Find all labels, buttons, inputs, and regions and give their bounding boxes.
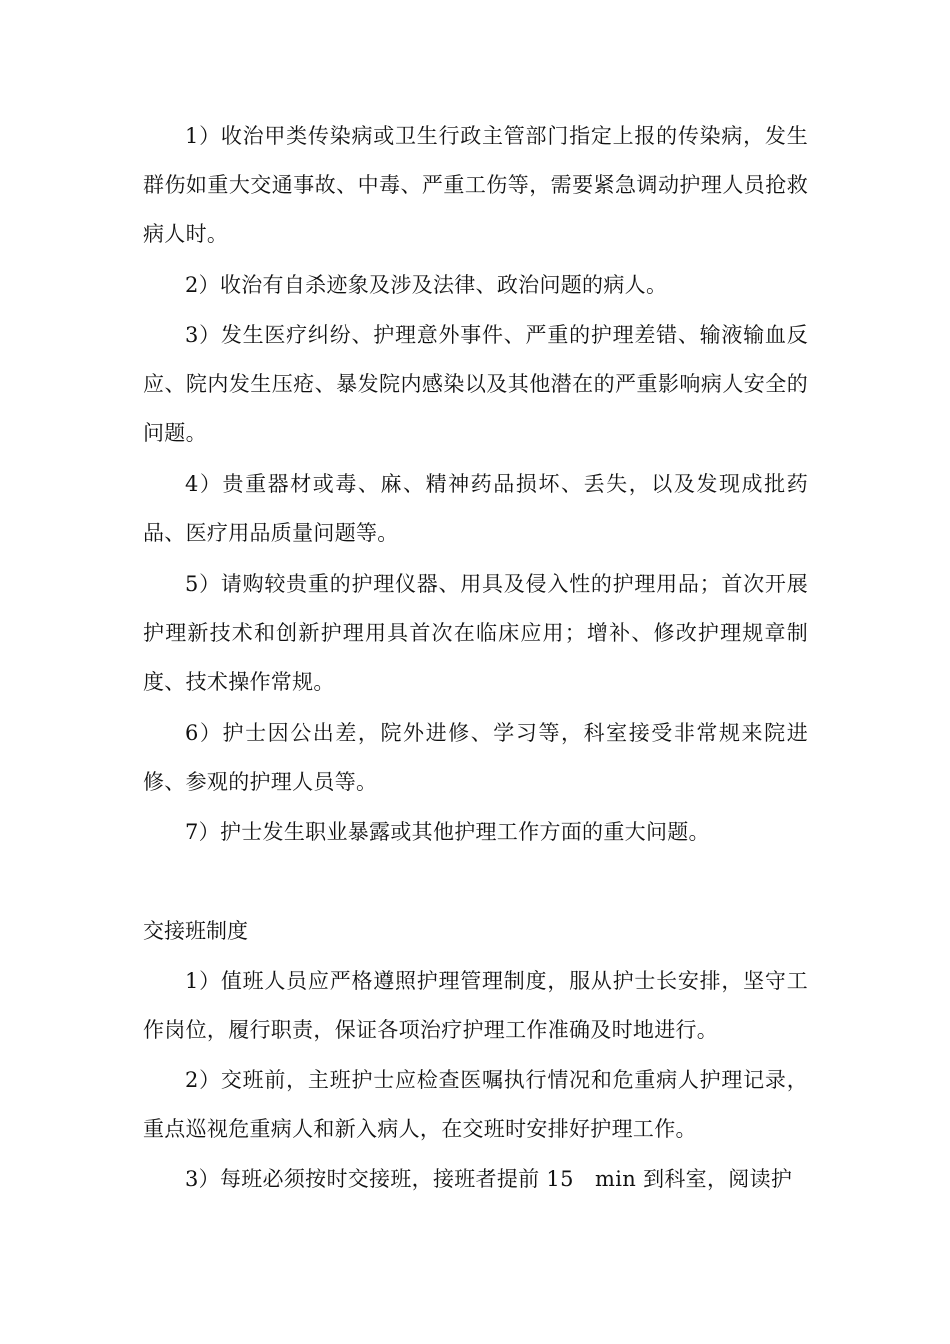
paragraph-shift-item-3: 3）每班必须按时交接班，接班者提前 15 min 到科室，阅读护 — [185, 1167, 793, 1191]
paragraph-shift-item-2: 2）交班前，主班护士应检查医嘱执行情况和危重病人护理记录，重点巡视危重病人和新入病人，在交班时安排好护理工作。 — [143, 1068, 808, 1141]
paragraph-item-3: 3）发生医疗纠纷、护理意外事件、严重的护理差错、输液输血反应、院内发生压疮、暴发院内感染以及其他潜在的严重影响病人安全的问题。 — [143, 323, 808, 445]
paragraph-shift-item-1: 1）值班人员应严格遵照护理管理制度，服从护士长安排，坚守工作岗位，履行职责，保证各项治疗护理工作准确及时地进行。 — [143, 969, 808, 1042]
paragraph-item-6: 6）护士因公出差，院外进修、学习等，科室接受非常规来院进修、参观的护理人员等。 — [143, 721, 808, 794]
section-heading: 交接班制度 — [143, 919, 248, 943]
paragraph-item-2: 2）收治有自杀迹象及涉及法律、政治问题的病人。 — [185, 273, 668, 297]
paragraph-item-1: 1）收治甲类传染病或卫生行政主管部门指定上报的传染病，发生群伤如重大交通事故、中毒、严重工伤等，需要紧急调动护理人员抢救病人时。 — [143, 124, 808, 246]
paragraph-item-5: 5）请购较贵重的护理仪器、用具及侵入性的护理用品；首次开展护理新技术和创新护理用具首次在临床应用；增补、修改护理规章制度、技术操作常规。 — [143, 572, 808, 694]
paragraph-item-7: 7）护士发生职业暴露或其他护理工作方面的重大问题。 — [185, 820, 710, 844]
paragraph-item-4: 4）贵重器材或毒、麻、精神药品损坏、丢失，以及发现成批药品、医疗用品质量问题等。 — [143, 472, 808, 545]
